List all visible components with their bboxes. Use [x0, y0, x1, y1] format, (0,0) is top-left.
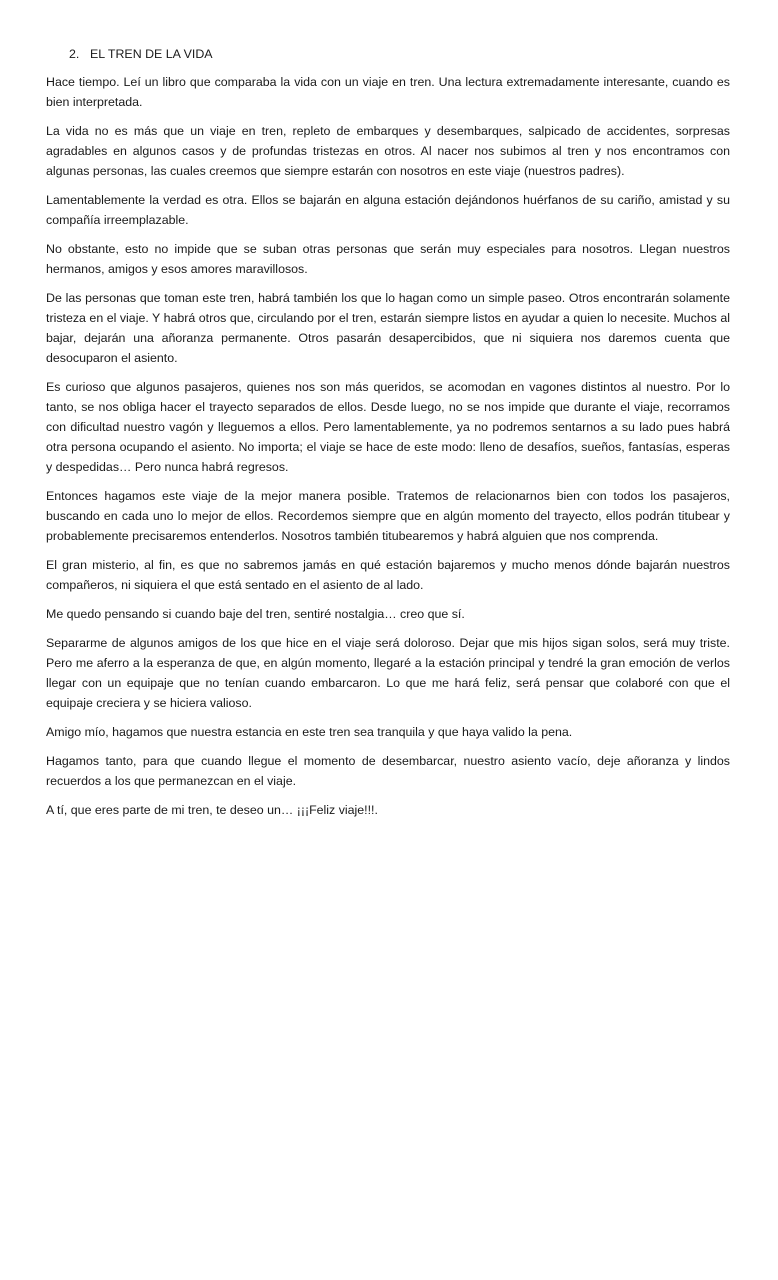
- heading-title: EL TREN DE LA VIDA: [90, 47, 213, 61]
- document-page: [46, 44, 730, 829]
- paragraph-3: Lamentablemente la verdad es otra. Ellos se bajarán en alguna estación dejándonos huérfanos de su cariño, amistad y su compañía irreemplazable.: [46, 193, 730, 227]
- paragraph-13: A tí, que eres parte de mi tren, te deseo un… ¡¡¡Feliz viaje!!!.: [46, 803, 378, 817]
- paragraph-5: De las personas que toman este tren, habrá también los que lo hagan como un simple paseo. Otros encontrarán solamente tristeza en el viaje. Y habrá otros que, circulando por el tren, estarán siempre listos en ayudar a quien lo necesite. Muchos al bajar, dejarán una añoranza permanente. Otros pasarán desapercibidos, que ni siquiera nos daremos cuenta que desocuparon el asiento.: [46, 291, 730, 365]
- paragraph-1: Hace tiempo. Leí un libro que comparaba la vida con un viaje en tren. Una lectura extremadamente interesante, cuando es bien interpretada.: [46, 75, 730, 109]
- paragraph-11: Amigo mío, hagamos que nuestra estancia en este tren sea tranquila y que haya valido la pena.: [46, 725, 573, 739]
- paragraph-10: Separarme de algunos amigos de los que hice en el viaje será doloroso. Dejar que mis hijos sigan solos, será muy triste. Pero me aferro a la esperanza de que, en algún momento, llegaré a la estación principal y tendré la gran emoción de verlos llegar con un equipaje que no tenían cuando embarcaron. Lo que me hará feliz, será pensar que colaboré con que el equipaje creciera y se hiciera valioso.: [46, 636, 730, 710]
- paragraph-6: Es curioso que algunos pasajeros, quienes nos son más queridos, se acomodan en vagones distintos al nuestro. Por lo tanto, se nos obliga hacer el trayecto separados de ellos. Desde luego, no se nos impide que durante el viaje, recorramos con dificultad nuestro vagón y lleguemos a ellos. Pero lamentablemente, ya no podremos sentarnos a su lado pues habrá otra persona ocupando el asiento. No importa; el viaje se hace de este modo: lleno de desafíos, sueños, fantasías, esperas y despedidas… Pero nunca habrá regresos.: [46, 380, 730, 474]
- paragraph-12: Hagamos tanto, para que cuando llegue el momento de desembarcar, nuestro asiento vacío, deje añoranza y lindos recuerdos a los que permanezcan en el viaje.: [46, 754, 730, 788]
- heading-number: 2.: [69, 47, 80, 61]
- paragraph-7: Entonces hagamos este viaje de la mejor manera posible. Tratemos de relacionarnos bien con todos los pasajeros, buscando en cada uno lo mejor de ellos. Recordemos siempre que en algún momento del trayecto, ellos podrán titubear y probablemente precisaremos entenderlos. Nosotros también titubearemos y habrá alguien que nos comprenda.: [46, 489, 730, 543]
- paragraph-8: El gran misterio, al fin, es que no sabremos jamás en qué estación bajaremos y mucho menos dónde bajarán nuestros compañeros, ni siquiera el que está sentado en el asiento de al lado.: [46, 558, 730, 592]
- paragraph-9: Me quedo pensando si cuando baje del tren, sentiré nostalgia… creo que sí.: [46, 607, 465, 621]
- section-heading: [46, 44, 730, 64]
- paragraph-2: La vida no es más que un viaje en tren, repleto de embarques y desembarques, salpicado de accidentes, sorpresas agradables en algunos casos y de profundas tristezas en otros. Al nacer nos subimos al tren y nos encontramos con algunas personas, las cuales creemos que siempre estarán con nosotros en este viaje (nuestros padres).: [46, 124, 730, 178]
- paragraph-4: No obstante, esto no impide que se suban otras personas que serán muy especiales para nosotros. Llegan nuestros hermanos, amigos y esos amores maravillosos.: [46, 242, 730, 276]
